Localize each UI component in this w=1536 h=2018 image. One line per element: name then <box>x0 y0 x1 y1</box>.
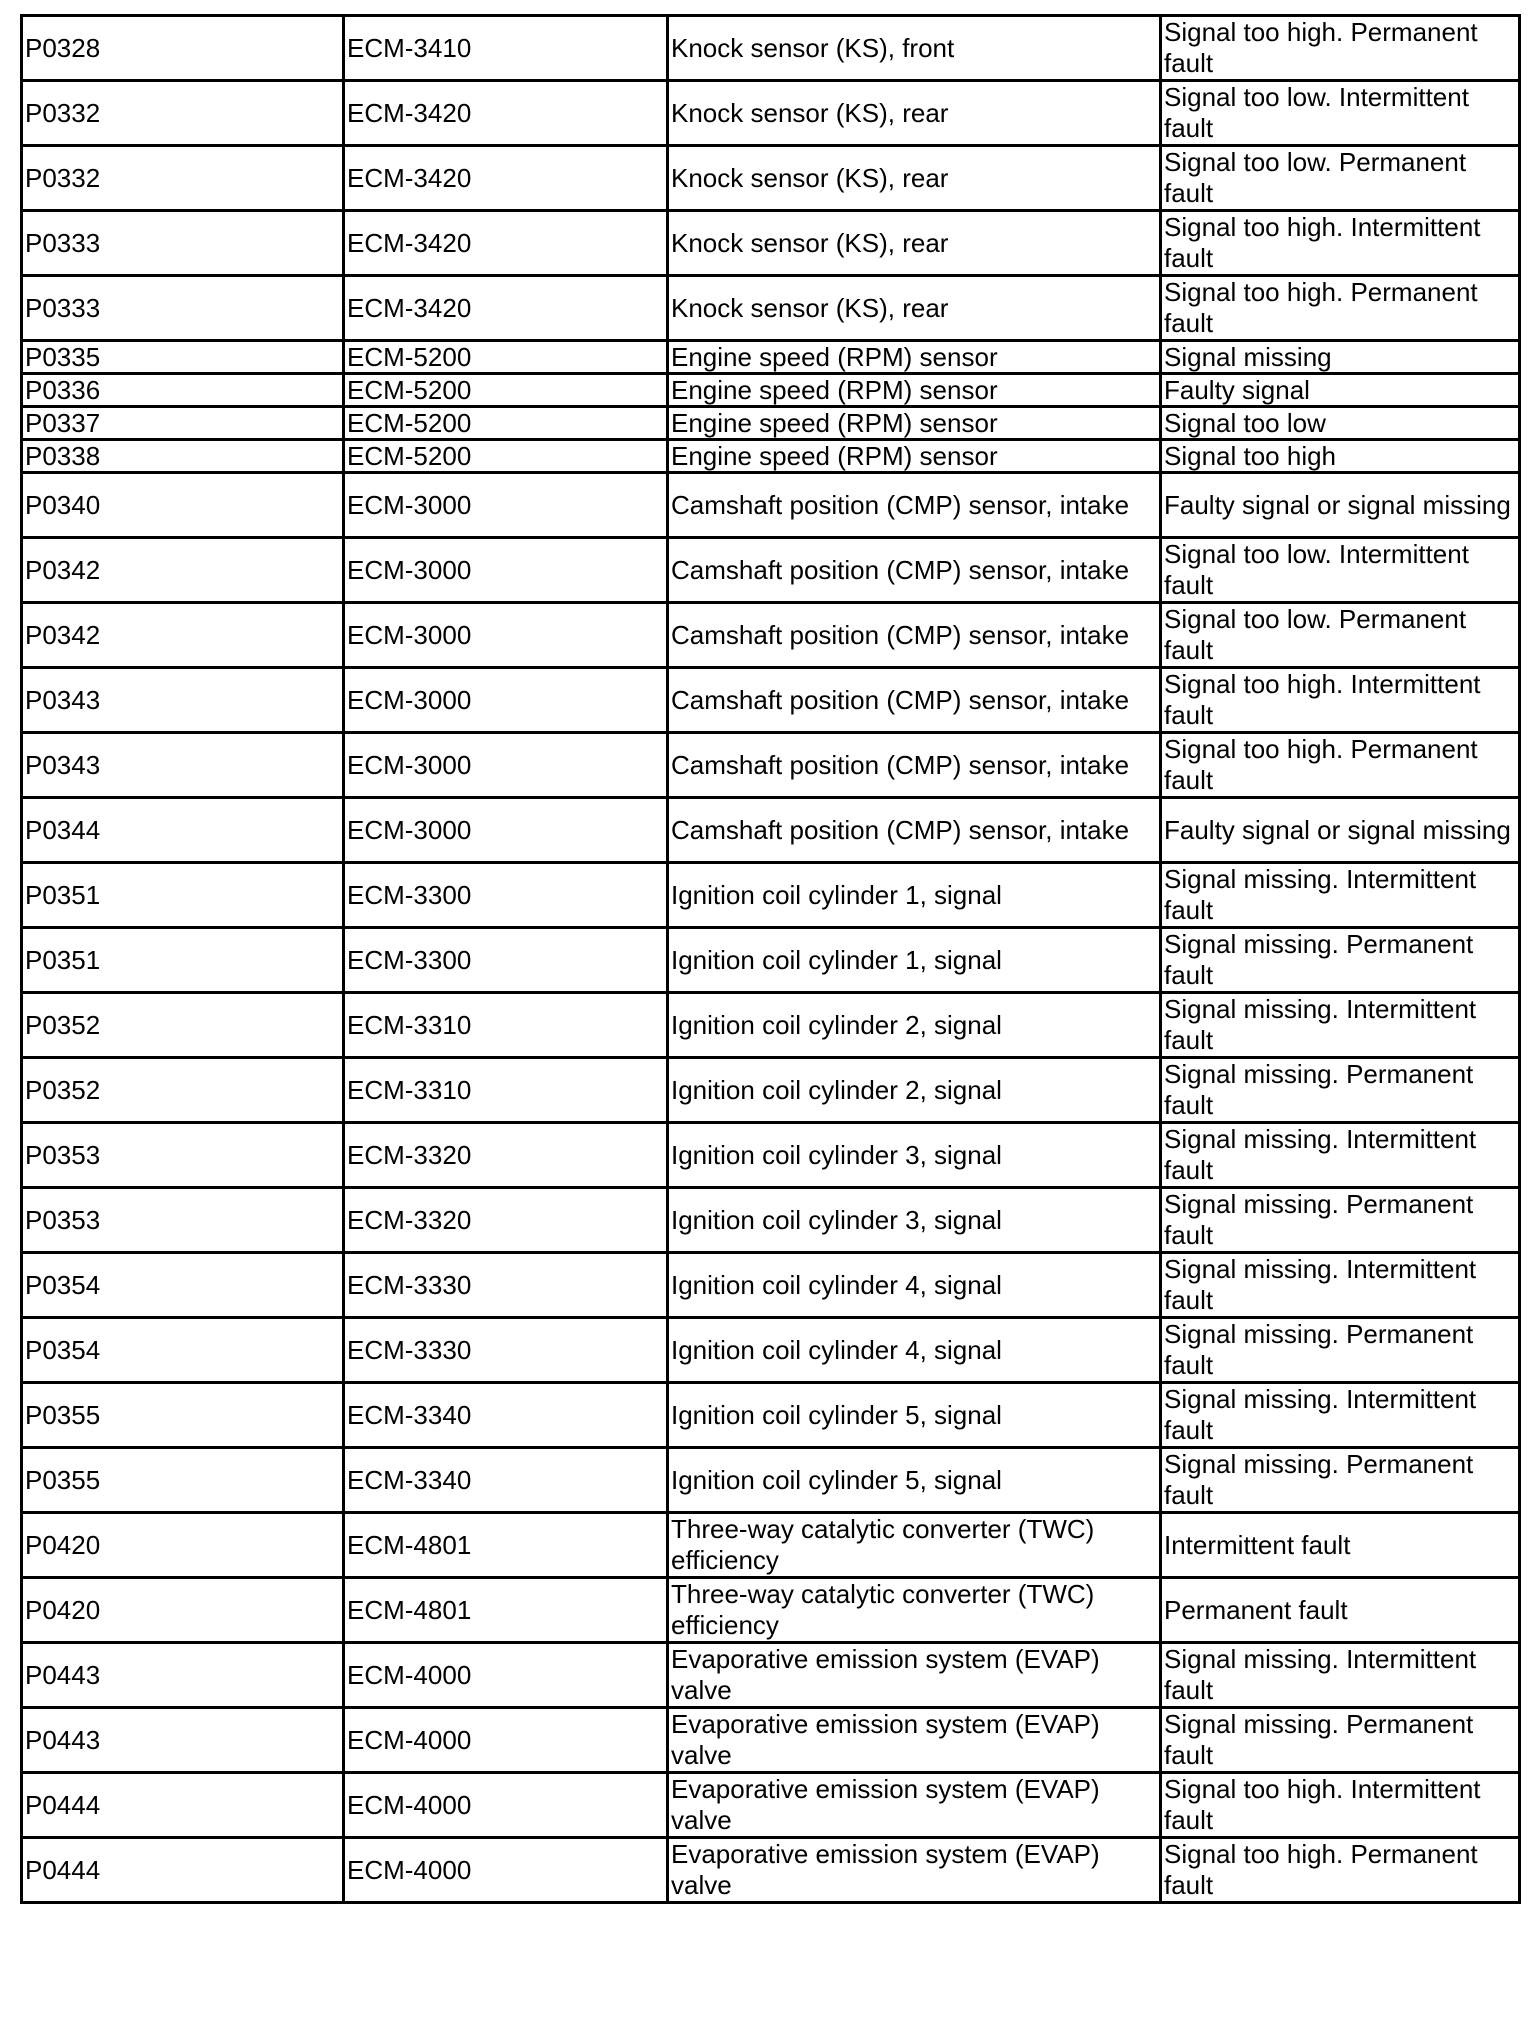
component-cell: Engine speed (RPM) sensor <box>668 440 1161 473</box>
table-row <box>22 1643 1520 1708</box>
dtc-code-cell: P0332 <box>22 81 344 146</box>
table-row <box>22 1838 1520 1903</box>
component-cell: Camshaft position (CMP) sensor, intake <box>668 798 1161 863</box>
dtc-code-cell: P0332 <box>22 146 344 211</box>
fault-description-cell: Signal too high. Permanent fault <box>1161 16 1520 81</box>
component-cell: Camshaft position (CMP) sensor, intake <box>668 733 1161 798</box>
table-row <box>22 407 1520 440</box>
ecm-code-cell: ECM-3340 <box>344 1383 668 1448</box>
component-cell: Camshaft position (CMP) sensor, intake <box>668 538 1161 603</box>
fault-description-cell: Signal missing. Permanent fault <box>1161 1058 1520 1123</box>
component-cell: Ignition coil cylinder 5, signal <box>668 1448 1161 1513</box>
ecm-code-cell: ECM-3000 <box>344 733 668 798</box>
component-cell: Evaporative emission system (EVAP) valve <box>668 1708 1161 1773</box>
table-row <box>22 440 1520 473</box>
table-row <box>22 374 1520 407</box>
ecm-code-cell: ECM-3310 <box>344 993 668 1058</box>
fault-description-cell: Permanent fault <box>1161 1578 1520 1643</box>
ecm-code-cell: ECM-3340 <box>344 1448 668 1513</box>
ecm-code-cell: ECM-3000 <box>344 538 668 603</box>
fault-description-cell: Intermittent fault <box>1161 1513 1520 1578</box>
dtc-code-cell: P0343 <box>22 668 344 733</box>
component-cell: Knock sensor (KS), rear <box>668 146 1161 211</box>
ecm-code-cell: ECM-3320 <box>344 1123 668 1188</box>
ecm-code-cell: ECM-3420 <box>344 211 668 276</box>
component-cell: Camshaft position (CMP) sensor, intake <box>668 603 1161 668</box>
ecm-code-cell: ECM-3330 <box>344 1253 668 1318</box>
component-cell: Evaporative emission system (EVAP) valve <box>668 1643 1161 1708</box>
table-row <box>22 538 1520 603</box>
dtc-code-cell: P0353 <box>22 1123 344 1188</box>
dtc-code-cell: P0420 <box>22 1513 344 1578</box>
fault-description-cell: Faulty signal or signal missing <box>1161 798 1520 863</box>
dtc-code-cell: P0333 <box>22 276 344 341</box>
ecm-code-cell: ECM-3330 <box>344 1318 668 1383</box>
table-row <box>22 16 1520 81</box>
ecm-code-cell: ECM-3000 <box>344 668 668 733</box>
ecm-code-cell: ECM-5200 <box>344 407 668 440</box>
dtc-code-cell: P0352 <box>22 993 344 1058</box>
component-cell: Knock sensor (KS), rear <box>668 211 1161 276</box>
fault-description-cell: Signal missing <box>1161 341 1520 374</box>
component-cell: Ignition coil cylinder 1, signal <box>668 863 1161 928</box>
dtc-code-cell: P0335 <box>22 341 344 374</box>
component-cell: Camshaft position (CMP) sensor, intake <box>668 473 1161 538</box>
table-row <box>22 863 1520 928</box>
dtc-code-cell: P0337 <box>22 407 344 440</box>
fault-description-cell: Signal missing. Intermittent fault <box>1161 1123 1520 1188</box>
dtc-code-cell: P0444 <box>22 1773 344 1838</box>
ecm-code-cell: ECM-3000 <box>344 798 668 863</box>
table-row <box>22 1123 1520 1188</box>
fault-description-cell: Signal too high. Intermittent fault <box>1161 1773 1520 1838</box>
table-row <box>22 928 1520 993</box>
fault-description-cell: Signal missing. Intermittent fault <box>1161 993 1520 1058</box>
dtc-code-cell: P0352 <box>22 1058 344 1123</box>
fault-description-cell: Signal too high. Intermittent fault <box>1161 211 1520 276</box>
ecm-code-cell: ECM-3000 <box>344 603 668 668</box>
component-cell: Ignition coil cylinder 4, signal <box>668 1318 1161 1383</box>
table-row <box>22 1578 1520 1643</box>
ecm-code-cell: ECM-3420 <box>344 81 668 146</box>
dtc-code-cell: P0336 <box>22 374 344 407</box>
ecm-code-cell: ECM-5200 <box>344 374 668 407</box>
fault-code-table-container <box>20 14 1518 1904</box>
component-cell: Engine speed (RPM) sensor <box>668 341 1161 374</box>
table-row <box>22 1773 1520 1838</box>
fault-description-cell: Signal missing. Permanent fault <box>1161 928 1520 993</box>
fault-description-cell: Faulty signal <box>1161 374 1520 407</box>
fault-description-cell: Signal too low. Intermittent fault <box>1161 81 1520 146</box>
ecm-code-cell: ECM-4000 <box>344 1838 668 1903</box>
fault-description-cell: Signal too low <box>1161 407 1520 440</box>
table-row <box>22 146 1520 211</box>
dtc-code-cell: P0444 <box>22 1838 344 1903</box>
ecm-code-cell: ECM-3410 <box>344 16 668 81</box>
component-cell: Knock sensor (KS), rear <box>668 81 1161 146</box>
dtc-code-cell: P0343 <box>22 733 344 798</box>
table-row <box>22 1188 1520 1253</box>
table-row <box>22 211 1520 276</box>
component-cell: Knock sensor (KS), rear <box>668 276 1161 341</box>
fault-description-cell: Signal missing. Permanent fault <box>1161 1188 1520 1253</box>
ecm-code-cell: ECM-3420 <box>344 146 668 211</box>
ecm-code-cell: ECM-4000 <box>344 1643 668 1708</box>
fault-description-cell: Faulty signal or signal missing <box>1161 473 1520 538</box>
dtc-code-cell: P0344 <box>22 798 344 863</box>
table-row <box>22 1513 1520 1578</box>
fault-code-table-body <box>22 16 1520 1903</box>
ecm-code-cell: ECM-3300 <box>344 863 668 928</box>
fault-description-cell: Signal missing. Intermittent fault <box>1161 1253 1520 1318</box>
dtc-code-cell: P0354 <box>22 1318 344 1383</box>
component-cell: Ignition coil cylinder 1, signal <box>668 928 1161 993</box>
table-row <box>22 603 1520 668</box>
table-row <box>22 341 1520 374</box>
dtc-code-cell: P0355 <box>22 1448 344 1513</box>
component-cell: Ignition coil cylinder 2, signal <box>668 1058 1161 1123</box>
component-cell: Ignition coil cylinder 5, signal <box>668 1383 1161 1448</box>
fault-description-cell: Signal missing. Permanent fault <box>1161 1448 1520 1513</box>
component-cell: Engine speed (RPM) sensor <box>668 374 1161 407</box>
ecm-code-cell: ECM-3420 <box>344 276 668 341</box>
dtc-code-cell: P0333 <box>22 211 344 276</box>
fault-description-cell: Signal too high. Intermittent fault <box>1161 668 1520 733</box>
fault-description-cell: Signal too low. Permanent fault <box>1161 146 1520 211</box>
fault-description-cell: Signal missing. Intermittent fault <box>1161 1643 1520 1708</box>
component-cell: Engine speed (RPM) sensor <box>668 407 1161 440</box>
ecm-code-cell: ECM-3300 <box>344 928 668 993</box>
component-cell: Evaporative emission system (EVAP) valve <box>668 1773 1161 1838</box>
component-cell: Three-way catalytic converter (TWC) efficiency <box>668 1513 1161 1578</box>
ecm-code-cell: ECM-4801 <box>344 1513 668 1578</box>
table-row <box>22 798 1520 863</box>
component-cell: Camshaft position (CMP) sensor, intake <box>668 668 1161 733</box>
ecm-code-cell: ECM-3320 <box>344 1188 668 1253</box>
fault-description-cell: Signal too high. Permanent fault <box>1161 1838 1520 1903</box>
table-row <box>22 1708 1520 1773</box>
fault-description-cell: Signal missing. Permanent fault <box>1161 1318 1520 1383</box>
dtc-code-cell: P0420 <box>22 1578 344 1643</box>
table-row <box>22 276 1520 341</box>
dtc-code-cell: P0340 <box>22 473 344 538</box>
component-cell: Ignition coil cylinder 3, signal <box>668 1188 1161 1253</box>
ecm-code-cell: ECM-5200 <box>344 440 668 473</box>
table-row <box>22 993 1520 1058</box>
table-row <box>22 733 1520 798</box>
fault-description-cell: Signal too high. Permanent fault <box>1161 733 1520 798</box>
dtc-code-cell: P0328 <box>22 16 344 81</box>
component-cell: Ignition coil cylinder 3, signal <box>668 1123 1161 1188</box>
ecm-code-cell: ECM-4000 <box>344 1773 668 1838</box>
table-row <box>22 1318 1520 1383</box>
component-cell: Ignition coil cylinder 4, signal <box>668 1253 1161 1318</box>
fault-code-table <box>20 14 1521 1904</box>
dtc-code-cell: P0443 <box>22 1708 344 1773</box>
dtc-code-cell: P0342 <box>22 538 344 603</box>
dtc-code-cell: P0338 <box>22 440 344 473</box>
dtc-code-cell: P0354 <box>22 1253 344 1318</box>
component-cell: Evaporative emission system (EVAP) valve <box>668 1838 1161 1903</box>
fault-description-cell: Signal too high <box>1161 440 1520 473</box>
table-row <box>22 1253 1520 1318</box>
ecm-code-cell: ECM-5200 <box>344 341 668 374</box>
fault-description-cell: Signal missing. Intermittent fault <box>1161 863 1520 928</box>
table-row <box>22 1383 1520 1448</box>
fault-description-cell: Signal too low. Permanent fault <box>1161 603 1520 668</box>
dtc-code-cell: P0342 <box>22 603 344 668</box>
table-row <box>22 473 1520 538</box>
table-row <box>22 668 1520 733</box>
table-row <box>22 1058 1520 1123</box>
table-row <box>22 1448 1520 1513</box>
table-row <box>22 81 1520 146</box>
fault-description-cell: Signal too low. Intermittent fault <box>1161 538 1520 603</box>
fault-description-cell: Signal missing. Permanent fault <box>1161 1708 1520 1773</box>
ecm-code-cell: ECM-4000 <box>344 1708 668 1773</box>
component-cell: Three-way catalytic converter (TWC) efficiency <box>668 1578 1161 1643</box>
ecm-code-cell: ECM-3000 <box>344 473 668 538</box>
dtc-code-cell: P0353 <box>22 1188 344 1253</box>
ecm-code-cell: ECM-3310 <box>344 1058 668 1123</box>
component-cell: Knock sensor (KS), front <box>668 16 1161 81</box>
dtc-code-cell: P0355 <box>22 1383 344 1448</box>
dtc-code-cell: P0351 <box>22 928 344 993</box>
dtc-code-cell: P0443 <box>22 1643 344 1708</box>
component-cell: Ignition coil cylinder 2, signal <box>668 993 1161 1058</box>
fault-description-cell: Signal too high. Permanent fault <box>1161 276 1520 341</box>
dtc-code-cell: P0351 <box>22 863 344 928</box>
fault-description-cell: Signal missing. Intermittent fault <box>1161 1383 1520 1448</box>
ecm-code-cell: ECM-4801 <box>344 1578 668 1643</box>
